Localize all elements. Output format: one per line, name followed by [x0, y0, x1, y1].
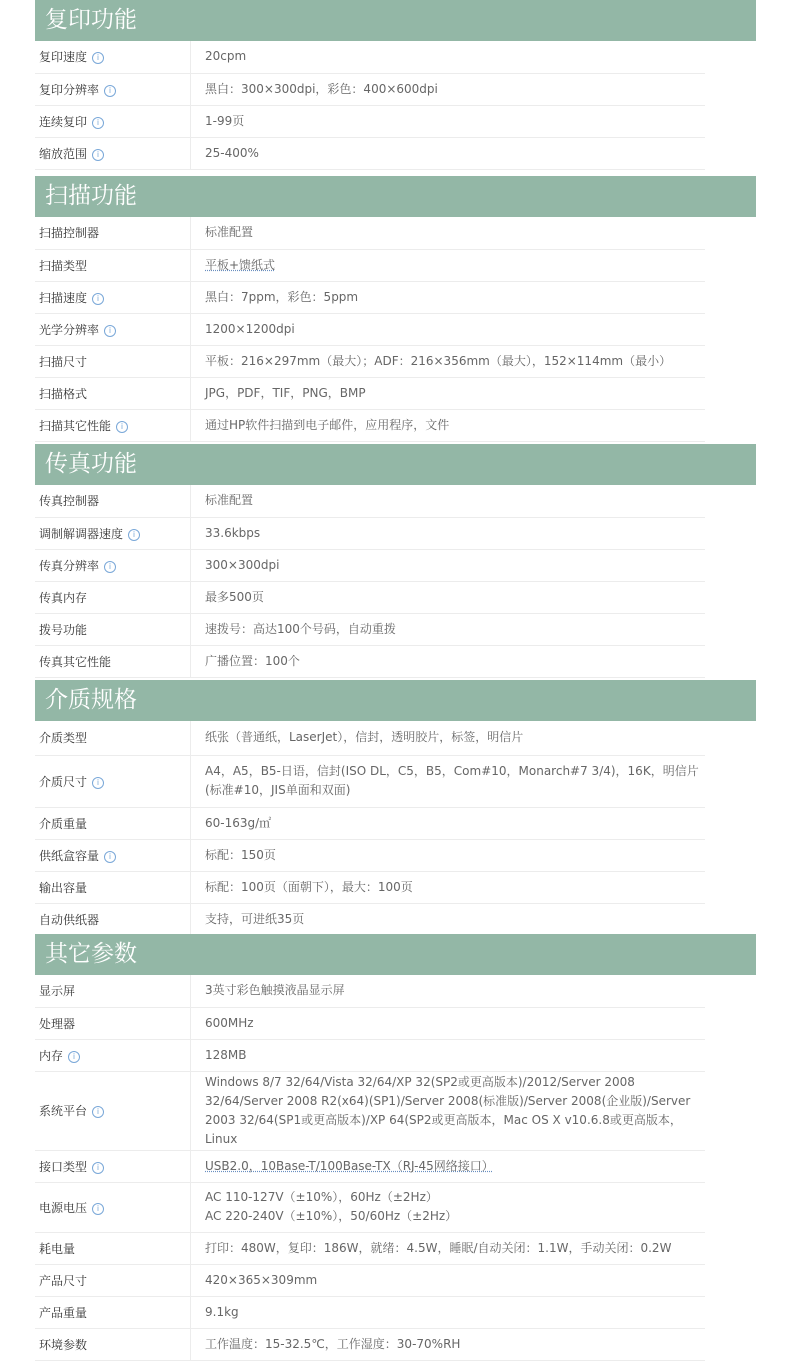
spec-label: 处理器 [39, 1016, 76, 1031]
spec-row [35, 1296, 705, 1328]
spec-value-cell [191, 1007, 706, 1039]
spec-label-cell [35, 839, 191, 871]
spec-table [35, 721, 705, 936]
spec-value: 速拨号：高达100个号码，自动重拨 [205, 621, 396, 636]
spec-label-cell [35, 1007, 191, 1039]
spec-label: 系统平台 [39, 1104, 88, 1118]
spec-row [35, 281, 705, 313]
spec-label-cell [35, 613, 191, 645]
spec-value: 600MHz [205, 1015, 254, 1030]
spec-row [35, 1328, 705, 1360]
spec-row [35, 975, 705, 1007]
spec-value: 标准配置 [205, 493, 254, 508]
spec-row [35, 721, 705, 755]
spec-value: 支持，可进纸35页 [205, 911, 305, 926]
spec-row [35, 1182, 705, 1232]
spec-value: 420×365×309mm [205, 1272, 318, 1287]
spec-row [35, 217, 705, 249]
section-header: 介质规格 [35, 680, 756, 721]
spec-label: 输出容量 [39, 880, 88, 895]
spec-label-cell [35, 807, 191, 839]
spec-value-cell [191, 903, 706, 935]
spec-label: 环境参数 [39, 1337, 88, 1352]
spec-label: 传真其它性能 [39, 654, 112, 669]
spec-label: 自动供纸器 [39, 912, 100, 927]
spec-value: 标配：150页 [205, 847, 276, 862]
spec-value-cell [191, 217, 706, 249]
spec-value-cell [191, 839, 706, 871]
spec-label: 扫描格式 [39, 386, 88, 401]
spec-value: 黑白：300×300dpi，彩色：400×600dpi [205, 81, 438, 96]
spec-label: 产品尺寸 [39, 1273, 88, 1288]
spec-label: 产品重量 [39, 1305, 88, 1320]
spec-label: 电源电压 [39, 1200, 88, 1215]
info-icon[interactable]: i [68, 1051, 80, 1063]
spec-label: 复印速度 [39, 50, 88, 65]
info-icon[interactable]: i [92, 117, 104, 129]
section-header: 复印功能 [35, 0, 756, 41]
spec-label: 拨号功能 [39, 622, 88, 637]
spec-label: 扫描其它性能 [39, 418, 112, 433]
spec-value-link[interactable]: USB2.0，10Base-T/100Base-TX（RJ-45网络接口） [205, 1158, 494, 1173]
spec-row [35, 73, 705, 105]
spec-value-cell [191, 721, 706, 755]
section-header: 其它参数 [35, 934, 756, 975]
spec-row [35, 1232, 705, 1264]
spec-value-cell [191, 1328, 706, 1360]
spec-section [35, 444, 756, 678]
spec-row [35, 517, 705, 549]
spec-label: 显示屏 [39, 984, 76, 999]
spec-value-cell [191, 377, 706, 409]
spec-value: Windows 8/7 32/64/Vista 32/64/XP 32(SP2或更高版本)/2012/Server 2008 32/64/Server 2008 R2(x64)(SP1)/Server 2008(标准版)/Server 2008(企业版)/Server 2003 32/64(SP1或更高版本)/XP 64(SP2或更高版本，Mac OS X v10.6.8或更高版本，Linux [205, 1074, 691, 1146]
spec-label: 扫描类型 [39, 258, 88, 273]
spec-label-cell [35, 903, 191, 935]
spec-row [35, 137, 705, 169]
spec-value-cell [191, 549, 706, 581]
spec-label: 传真内存 [39, 590, 88, 605]
spec-row [35, 807, 705, 839]
spec-value-cell [191, 581, 706, 613]
spec-row [35, 1264, 705, 1296]
spec-value: 最多500页 [205, 589, 264, 604]
info-icon[interactable]: i [104, 85, 116, 97]
spec-table [35, 41, 705, 170]
spec-value: A4，A5，B5-日语，信封(ISO DL，C5，B5，Com#10，Monarch#7 3/4)，16K，明信片(标准#10，JIS单面和双面) [205, 764, 699, 797]
spec-value: 黑白：7ppm，彩色：5ppm [205, 289, 359, 304]
spec-row [35, 1039, 705, 1071]
spec-row [35, 645, 705, 677]
spec-value-cell [191, 1264, 706, 1296]
spec-row [35, 1007, 705, 1039]
spec-row [35, 249, 705, 281]
spec-value: 1-99页 [205, 113, 245, 128]
spec-row [35, 1150, 705, 1182]
spec-label-cell [35, 975, 191, 1007]
spec-table [35, 485, 705, 678]
spec-table [35, 975, 705, 1361]
info-icon[interactable]: i [128, 529, 140, 541]
spec-label-cell [35, 105, 191, 137]
spec-value: 33.6kbps [205, 525, 261, 540]
spec-label: 内存 [39, 1048, 64, 1063]
spec-value-cell [191, 73, 706, 105]
spec-row [35, 903, 705, 935]
info-icon[interactable]: i [92, 1203, 104, 1215]
spec-value-link[interactable]: 平板+馈纸式 [205, 257, 276, 272]
spec-value-cell [191, 1039, 706, 1071]
spec-value-cell [191, 1071, 706, 1150]
spec-value: 1200×1200dpi [205, 321, 295, 336]
spec-value: 128MB [205, 1047, 247, 1062]
spec-label-cell [35, 313, 191, 345]
spec-label-cell [35, 377, 191, 409]
spec-value-cell [191, 313, 706, 345]
spec-label-cell [35, 1264, 191, 1296]
spec-label: 耗电量 [39, 1241, 76, 1256]
spec-value-cell [191, 871, 706, 903]
spec-section [35, 680, 756, 936]
section-header: 扫描功能 [35, 176, 756, 217]
spec-value-cell [191, 137, 706, 169]
spec-section [35, 934, 756, 1361]
spec-label: 复印分辨率 [39, 82, 100, 97]
spec-label-cell [35, 41, 191, 73]
info-icon[interactable]: i [92, 1106, 104, 1118]
spec-value: 300×300dpi [205, 557, 280, 572]
spec-value: 20cpm [205, 49, 247, 64]
spec-label-cell [35, 1150, 191, 1182]
spec-row [35, 105, 705, 137]
spec-row [35, 581, 705, 613]
spec-label-cell [35, 1328, 191, 1360]
spec-row [35, 613, 705, 645]
spec-label-cell [35, 1296, 191, 1328]
spec-section [35, 0, 756, 170]
spec-row [35, 485, 705, 517]
spec-value-cell [191, 755, 706, 807]
spec-value: 标准配置 [205, 225, 254, 240]
spec-label-cell [35, 1182, 191, 1232]
spec-label-cell [35, 1071, 191, 1150]
spec-label: 介质重量 [39, 816, 88, 831]
spec-value: AC 110-127V（±10%），60Hz（±2Hz） AC 220-240V（±10%），50/60Hz（±2Hz） [205, 1190, 458, 1223]
spec-value-cell [191, 485, 706, 517]
spec-value: 平板：216×297mm（最大）；ADF：216×356mm（最大），152×114mm（最小） [205, 353, 672, 368]
spec-value: 广播位置：100个 [205, 653, 300, 668]
spec-label-cell [35, 217, 191, 249]
spec-row [35, 839, 705, 871]
info-icon[interactable]: i [104, 851, 116, 863]
spec-value-cell [191, 975, 706, 1007]
spec-label: 介质类型 [39, 731, 88, 746]
spec-table [35, 217, 705, 442]
spec-label-cell [35, 485, 191, 517]
info-icon[interactable]: i [92, 52, 104, 64]
spec-value: 工作温度：15-32.5℃，工作湿度：30-70%RH [205, 1336, 461, 1351]
spec-row [35, 345, 705, 377]
spec-section [35, 176, 756, 442]
spec-label-cell [35, 281, 191, 313]
spec-label-cell [35, 409, 191, 441]
spec-label: 传真分辨率 [39, 558, 100, 573]
spec-label-cell [35, 549, 191, 581]
spec-row [35, 41, 705, 73]
spec-label: 供纸盒容量 [39, 848, 100, 863]
spec-value-cell [191, 1182, 706, 1232]
spec-value-cell [191, 249, 706, 281]
spec-value: 3英寸彩色触摸液晶显示屏 [205, 983, 345, 998]
info-icon[interactable]: i [104, 561, 116, 573]
spec-row [35, 871, 705, 903]
spec-value-cell [191, 807, 706, 839]
spec-label-cell [35, 137, 191, 169]
spec-row [35, 549, 705, 581]
spec-label-cell [35, 871, 191, 903]
spec-row [35, 313, 705, 345]
spec-label-cell [35, 581, 191, 613]
spec-value-cell [191, 409, 706, 441]
spec-row [35, 409, 705, 441]
spec-label: 扫描尺寸 [39, 354, 88, 369]
spec-value-cell [191, 613, 706, 645]
info-icon[interactable]: i [92, 149, 104, 161]
spec-label-cell [35, 1039, 191, 1071]
spec-label: 扫描控制器 [39, 226, 100, 241]
spec-label-cell [35, 345, 191, 377]
info-icon[interactable]: i [116, 421, 128, 433]
spec-value: 纸张（普通纸，LaserJet），信封，透明胶片，标签，明信片 [205, 730, 524, 745]
spec-value: 通过HP软件扫描到电子邮件，应用程序，文件 [205, 417, 450, 432]
spec-label: 连续复印 [39, 114, 88, 129]
spec-value-cell [191, 281, 706, 313]
spec-value: 25-400% [205, 145, 259, 160]
spec-label-cell [35, 645, 191, 677]
spec-label-cell [35, 755, 191, 807]
spec-value-cell [191, 41, 706, 73]
info-icon[interactable]: i [92, 293, 104, 305]
spec-row [35, 755, 705, 807]
spec-label-cell [35, 721, 191, 755]
spec-label: 扫描速度 [39, 290, 88, 305]
spec-value-cell [191, 345, 706, 377]
spec-label: 传真控制器 [39, 494, 100, 509]
info-icon[interactable]: i [92, 1162, 104, 1174]
spec-label-cell [35, 73, 191, 105]
spec-label-cell [35, 249, 191, 281]
info-icon[interactable]: i [92, 777, 104, 789]
spec-row [35, 1071, 705, 1150]
spec-row [35, 377, 705, 409]
spec-value: 60-163g/㎡ [205, 815, 272, 830]
spec-label: 光学分辨率 [39, 322, 100, 337]
spec-value-cell [191, 1296, 706, 1328]
spec-value-cell [191, 645, 706, 677]
spec-value-cell [191, 1150, 706, 1182]
spec-value: 打印：480W，复印：186W，就绪：4.5W，睡眠/自动关闭：1.1W，手动关闭：0.2W [205, 1240, 672, 1255]
spec-label-cell [35, 517, 191, 549]
spec-label: 缩放范围 [39, 146, 88, 161]
spec-label: 调制解调器速度 [39, 526, 124, 541]
spec-value-cell [191, 517, 706, 549]
section-header: 传真功能 [35, 444, 756, 485]
info-icon[interactable]: i [104, 325, 116, 337]
spec-label-cell [35, 1232, 191, 1264]
spec-label: 接口类型 [39, 1159, 88, 1174]
spec-value: 标配：100页（面朝下），最大：100页 [205, 879, 413, 894]
spec-value: 9.1kg [205, 1304, 239, 1319]
spec-value-cell [191, 1232, 706, 1264]
spec-value: JPG，PDF，TIF，PNG，BMP [205, 385, 366, 400]
spec-label: 介质尺寸 [39, 774, 88, 789]
spec-value-cell [191, 105, 706, 137]
